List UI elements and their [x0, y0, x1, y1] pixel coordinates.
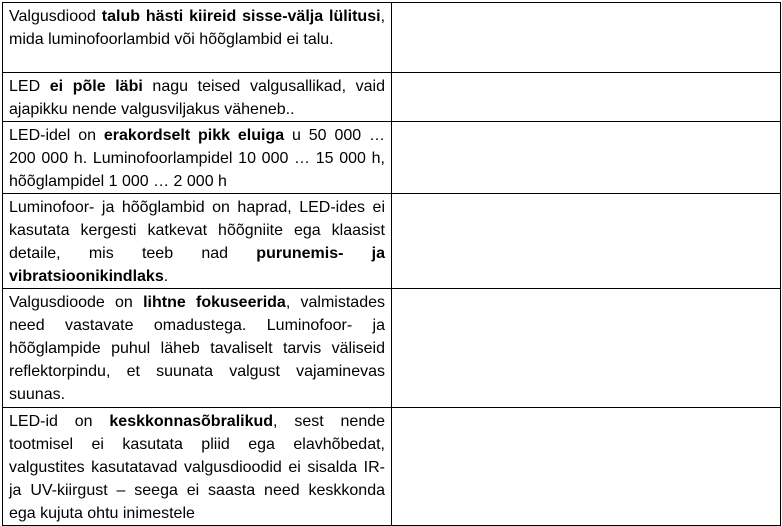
- answer-cell[interactable]: [392, 73, 781, 122]
- answer-cell[interactable]: [392, 122, 781, 194]
- statement-cell: LED-idel on erakordselt pikk eluiga u 50 000 … 200 000 h. Luminofoorlampidel 10 000 … 15 000 h, hõõglampidel 1 000 … 2 000 h: [3, 122, 392, 194]
- answer-cell[interactable]: [392, 289, 781, 408]
- statement-cell: Luminofoor- ja hõõglambid on haprad, LED-ides ei kasutata kergesti katkevat hõõgniite ega klaasist detaile, mis teeb nad purunemis- ja vibratsioonikindlaks.: [3, 194, 392, 289]
- table-row: [3, 194, 781, 289]
- table-row: [3, 122, 781, 194]
- table-row: [3, 289, 781, 408]
- answer-cell[interactable]: [392, 408, 781, 526]
- statement-cell: LED ei põle läbi nagu teised valgusallikad, vaid ajapikku nende valgusviljakus väheneb..: [3, 73, 392, 122]
- statement-cell: LED-id on keskkonnasõbralikud, sest nende tootmisel ei kasutata pliid ega elavhõbedat, valgustites kasutatavad valgusdioodid ei sisalda IR- ja UV-kiirgust – seega ei saasta need keskkonda ega kujuta ohtu inimestele: [3, 408, 392, 526]
- answer-cell[interactable]: [392, 194, 781, 289]
- table-row: [3, 3, 781, 73]
- table-row: [3, 408, 781, 526]
- table-row: [3, 73, 781, 122]
- answer-cell[interactable]: [392, 3, 781, 73]
- comparison-table: [2, 2, 781, 526]
- statement-cell: Valgusdiood talub hästi kiireid sisse-välja lülitusi, mida luminofoorlambid või hõõglambid ei talu.: [3, 3, 392, 73]
- statement-cell: Valgusdioode on lihtne fokuseerida, valmistades need vastavate omadustega. Luminofoor- ja hõõglampide puhul läheb tavaliselt tarvis väliseid reflektorpindu, et suunata valgust vajaminevas suunas.: [3, 289, 392, 408]
